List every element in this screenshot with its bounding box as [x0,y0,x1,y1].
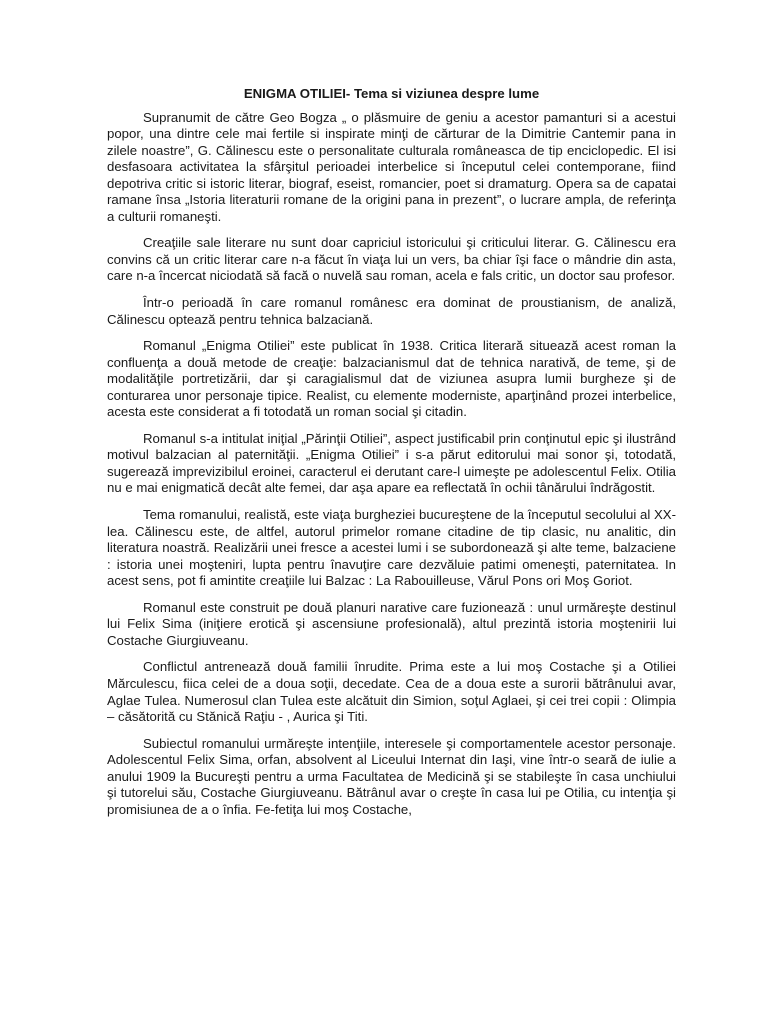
paragraph-narrative-planes: Romanul este construit pe două planuri narative care fuzionează : unul urmăreşte destinul lui Felix Sima (iniţiere erotică şi ascensiune profesională), altul prezintă istoria moştenirii lui Costache Giurgiuveanu. [107,599,676,648]
paragraph-intro: Supranumit de către Geo Bogza „ o plăsmuire de geniu a acestor pamanturi si a acestui popor, una dintre cele mai fertile si inspirate minţi de cărturar de la Dimitrie Cantemir pana in zilele noastre”, G. Călinescu este o personalitate culturala româneasca de tip enciclopedic. El isi desfasoara activitatea la sfârşitul perioadei interbelice si începutul celei contemporane, fiind depotriva critic si istoric literar, biograf, eseist, romancier, poet si dramaturg. Opera sa de capatai ramane însa „Istoria literaturii romane de la origini pana in prezent”, o lucrare ampla, de referinţa a culturii romaneşti. [107,109,676,224]
document-title: ENIGMA OTILIEI- Tema si viziunea despre lume [243,86,540,101]
paragraph-title-origin: Romanul s-a intitulat iniţial „Părinţii Otiliei”, aspect justificabil prin conţinutul epic şi ilustrând motivul balzacian al paternităţii. „Enigma Otiliei” i s-a părut editorului mai sonor şi, totodată, sugerează imprevizibilul eroinei, caracterul ei derutant care-l uimeşte pe adolescentul Felix. Otilia nu e mai enigmatică decât alte femei, dar aşa apare ea reflectată în ochii tânărului îndrăgostit. [107,430,676,496]
document-body [107,86,676,828]
paragraph-subject: Subiectul romanului urmăreşte intenţiile, interesele şi comportamentele acestor personaje. Adolescentul Felix Sima, orfan, absolvent al Liceului Internat din Iaşi, vine într-o seară de iulie a anului 1909 la Bucureşti pentru a urma Facultatea de Medicină şi se stabileşte în casa unchiului şi tutorelui său, Costache Giurgiuveanu. Bătrânul avar o creşte în casa lui pe Otilia, cu intenţia şi promisiunea de a o înfia. Fe-fetiţa lui moş Costache, [107,735,676,817]
paragraph-balzacian: Într-o perioadă în care romanul românesc era dominat de proustianism, de analiză, Călinescu optează pentru tehnica balzaciană. [107,295,676,327]
paragraph-theme: Tema romanului, realistă, este viaţa burgheziei bucureştene de la începutul secolului al XX-lea. Călinescu este, de altfel, autorul primelor romane citadine de tip clasic, nu analitic, din literatura noastră. Realizării unei fresce a acestei lumi i se subordonează şi alte teme, balzaciene : istoria unei moşteniri, lupta pentru înavuţire care dezvăluie patimi omeneşti, paternitatea. In acest sens, pot fi amintite creaţiile lui Balzac : La Rabouilleuse, Vărul Pons ori Moş Goriot. [107,507,676,589]
paragraph-publication: Romanul „Enigma Otiliei” este publicat în 1938. Critica literară situează acest roman la confluenţa a două metode de creaţie: balzacianismul dat de tehnica narativă, de teme, şi de modalităţile portretizării, dar şi caragialismul dat de viziunea asupra lumii burgheze şi de conturarea unor personaje tipice. Realist, cu elemente moderniste, aparţinând prozei interbelice, acesta este considerat a fi totodată un roman social şi citadin. [107,338,676,420]
paragraph-creations: Creaţiile sale literare nu sunt doar capriciul istoricului şi criticului literar. G. Călinescu era convins că un critic literar care n-a făcut în viaţa lui un vers, ba chiar îşi face o mândrie din asta, care n-a încercat niciodată să facă o nuvelă sau roman, acela e fals critic, un doctor sau profesor. [107,235,676,284]
paragraph-conflict: Conflictul antrenează două familii înrudite. Prima este a lui moş Costache şi a Otiliei Mărculescu, fiica celei de a doua soţii, decedate. Cea de a doua este a surorii bătrânului avar, Aglae Tulea. Numerosul clan Tulea este alcătuit din Simion, soţul Aglaei, şi cei trei copii : Olimpia – căsătorită cu Stănică Raţiu - , Aurica şi Titi. [107,659,676,725]
